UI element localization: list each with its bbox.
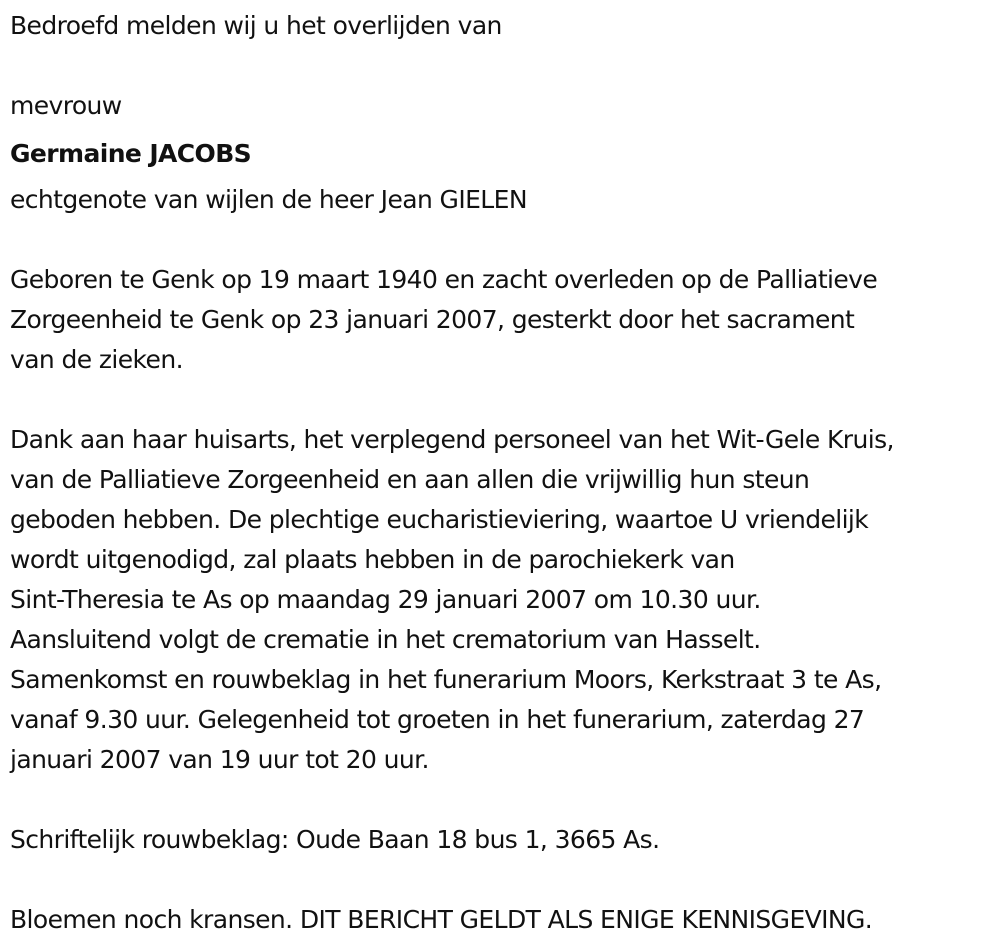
condolence-address: Schriftelijk rouwbeklag: Oude Baan 18 bus 1, 3665 As. xyxy=(10,825,660,854)
paragraph-line: januari 2007 van 19 uur tot 20 uur. xyxy=(10,745,429,774)
paragraph-line: wordt uitgenodigd, zal plaats hebben in de parochiekerk van xyxy=(10,545,735,574)
closing-statement: Bloemen noch kransen. DIT BERICHT GELDT ALS ENIGE KENNISGEVING. xyxy=(10,905,873,934)
paragraph-line: geboden hebben. De plechtige eucharistieviering, waartoe U vriendelijk xyxy=(10,505,869,534)
paragraph-line: Dank aan haar huisarts, het verplegend personeel van het Wit-Gele Kruis, xyxy=(10,425,894,454)
birth-death-paragraph xyxy=(10,260,995,380)
death-notice xyxy=(10,6,995,940)
paragraph-line: Aansluitend volgt de crematie in het crematorium van Hasselt. xyxy=(10,625,761,654)
paragraph-line: van de zieken. xyxy=(10,345,183,374)
paragraph-line: Samenkomst en rouwbeklag in het funerarium Moors, Kerkstraat 3 te As, xyxy=(10,665,882,694)
paragraph-line: Geboren te Genk op 19 maart 1940 en zacht overleden op de Palliatieve xyxy=(10,265,878,294)
paragraph-line: Sint-Theresia te As op maandag 29 januari 2007 om 10.30 uur. xyxy=(10,585,761,614)
intro-text: Bedroefd melden wij u het overlijden van xyxy=(10,11,502,40)
deceased-name: Germaine JACOBS xyxy=(10,139,252,168)
honorific: mevrouw xyxy=(10,91,122,120)
closing-paragraph xyxy=(10,900,995,940)
spouse-line: echtgenote van wijlen de heer Jean GIELEN xyxy=(10,185,527,214)
paragraph-line: Zorgeenheid te Genk op 23 januari 2007, gesterkt door het sacrament xyxy=(10,305,855,334)
paragraph-line: vanaf 9.30 uur. Gelegenheid tot groeten in het funerarium, zaterdag 27 xyxy=(10,705,865,734)
thanks-and-ceremony-paragraph xyxy=(10,420,995,780)
paragraph-line: van de Palliatieve Zorgeenheid en aan allen die vrijwillig hun steun xyxy=(10,465,810,494)
address-paragraph xyxy=(10,820,995,860)
